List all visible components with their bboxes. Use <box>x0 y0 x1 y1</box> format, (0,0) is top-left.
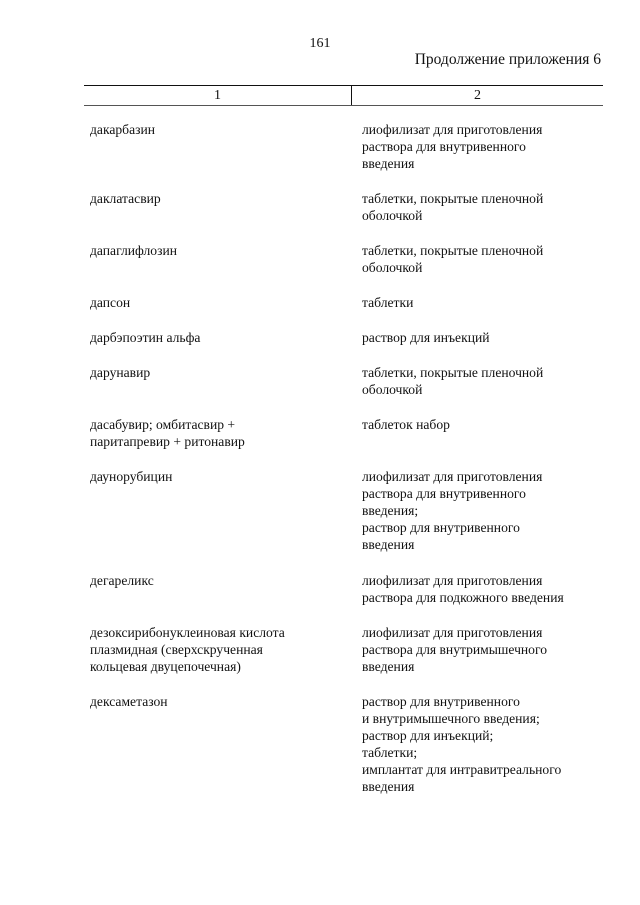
table-row <box>90 190 610 242</box>
drug-name: дезоксирибонуклеиновая кислота плазмидная (сверхскрученная кольцевая двуцепочечная) <box>90 625 285 674</box>
table-header <box>84 85 603 105</box>
dosage-form: таблетки, покрытые пленочной оболочкой <box>362 365 544 397</box>
header-bottom-rule <box>84 105 603 106</box>
drug-name: дегареликс <box>90 573 154 588</box>
drug-name: дарбэпоэтин альфа <box>90 330 201 345</box>
table-row <box>90 329 610 364</box>
table-row <box>90 468 610 572</box>
header-top-rule <box>84 85 603 86</box>
drug-name: дарунавир <box>90 365 151 380</box>
column-header-2: 2 <box>474 88 481 103</box>
dosage-form: таблетки, покрытые пленочной оболочкой <box>362 191 544 223</box>
drug-table <box>90 121 610 803</box>
drug-name: даклатасвир <box>90 191 161 206</box>
table-row <box>90 294 610 329</box>
drug-name: дасабувир; омбитасвир + паритапревир + ритонавир <box>90 417 245 449</box>
table-row <box>90 416 610 468</box>
dosage-form: лиофилизат для приготовления раствора для подкожного введения <box>362 573 564 605</box>
table-row <box>90 121 610 190</box>
table-row <box>90 624 610 693</box>
dosage-form: таблетки <box>362 295 414 310</box>
table-row <box>90 242 610 294</box>
table-row <box>90 572 610 624</box>
table-row <box>90 693 610 803</box>
drug-name: даунорубицин <box>90 469 173 484</box>
dosage-form: раствор для инъекций <box>362 330 490 345</box>
table-row <box>90 364 610 416</box>
dosage-form: лиофилизат для приготовления раствора для внутривенного введения; раствор для внутривенного введения <box>362 469 543 552</box>
drug-name: дапсон <box>90 295 131 310</box>
dosage-form: лиофилизат для приготовления раствора для внутримышечного введения <box>362 625 548 674</box>
drug-name: дексаметазон <box>90 694 168 709</box>
dosage-form: таблеток набор <box>362 417 450 432</box>
dosage-form: таблетки, покрытые пленочной оболочкой <box>362 243 544 275</box>
dosage-form: раствор для внутривенного и внутримышечного введения; раствор для инъекций; таблетки; имплантат для интравитреального введения <box>362 694 562 794</box>
column-header-1: 1 <box>214 88 221 103</box>
drug-name: дапаглифлозин <box>90 243 177 258</box>
page-number: 161 <box>309 36 331 51</box>
dosage-form: лиофилизат для приготовления раствора для внутривенного введения <box>362 122 543 171</box>
continuation-caption: Продолжение приложения 6 <box>414 51 601 68</box>
drug-name: дакарбазин <box>90 122 156 137</box>
